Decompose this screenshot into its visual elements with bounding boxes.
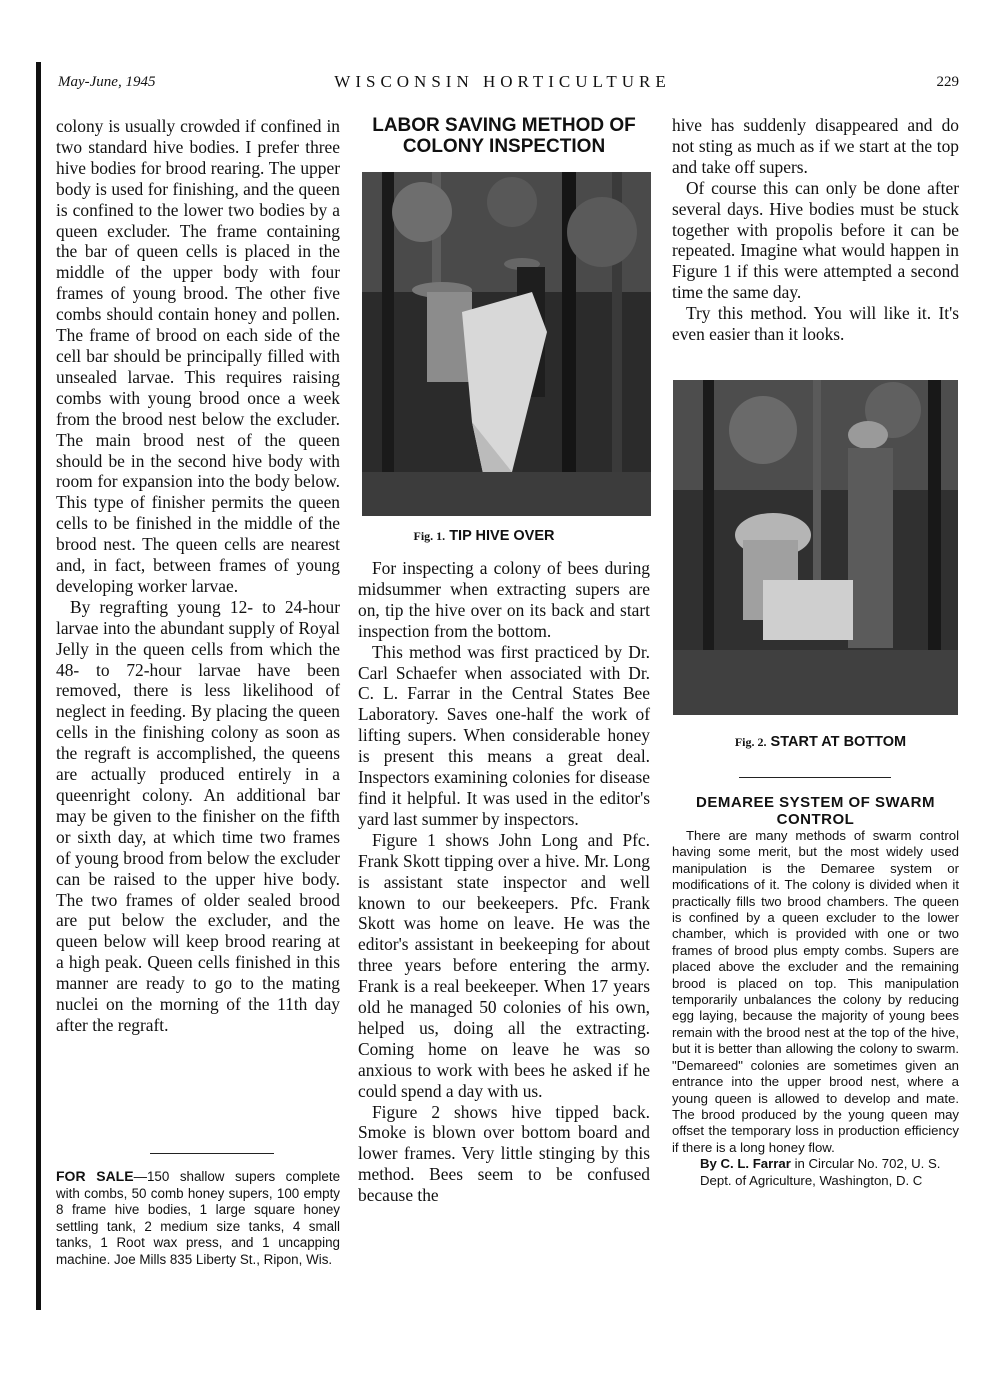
ad-text: —150 shallow supers complete with combs, 50 comb honey supers, 100 empty 8 frame hive bodies, 1 large square honey settling tank, 2 medium size tanks, 4 small tanks, 1 Root wax press, and 1 uncapping machine. Joe Mills 835 Liberty St., Ripon, Wis.	[56, 1169, 341, 1267]
col1-paragraph: colony is usually crowded if confined in two standard hive bodies. I prefer three hive bodies for brood rearing. The upper body is used for finishing, and the queen is confined to the lower two bodies by a queen excluder. The frame containing the bar of queen cells is placed in the middle of the upper body with four frames of young brood. The other five combs should contain honey and pollen. The frame of brood on each side of the cell bar should be principally filled with unsealed larvae. This requires raising combs with young brood once a week from the brood nest below the excluder. The main brood nest of the queen should be in the second hive body with room for expansion into the body below. This type of finisher permits the queen cells to be finished in the middle of the brood nest. The queen cells are nearest and, in fact, between frames of young developing worker larvae.	[56, 116, 340, 596]
for-sale-ad	[56, 1168, 340, 1269]
divider	[739, 777, 891, 778]
column-3	[672, 115, 959, 345]
ad-lead: FOR SALE	[56, 1168, 134, 1184]
fig2-caption: START AT BOTTOM	[770, 734, 907, 750]
column-1	[56, 116, 340, 1036]
demaree-article	[672, 794, 959, 1189]
left-margin-bar	[36, 62, 41, 1310]
page-number: 229	[936, 74, 959, 90]
col1-paragraph: By regrafting young 12- to 24-hour larvae into the abundant supply of Royal Jelly in the queen cells from which the 48- to 72-hour larvae have been removed, there is less likelihood of neglect in feeding. By placing the queen cells in the finishing colony as soon as the regraft is accomplished, the queens are actually produced entirely in a queenright colony. An additional bar may be given to the finisher on the fifth or sixth day, at which time two frames of young brood from below the excluder can be raised to the upper hive body. The two frames of older sealed brood are put below the excluder, and the queen below will keep brood rearing at a high peak. Queen cells finished in this manner are ready to go to the mating nuclei on the morning of the 11th day after the regraft.	[56, 596, 340, 1035]
divider	[150, 1153, 274, 1154]
col3-paragraph: Of course this can only be done after several days. Hive bodies must be stuck together with propolis before it can be repeated. Imagine what would happen in Figure 1 if this were attempted a second time the same day.	[672, 177, 959, 303]
col2-paragraph: Figure 1 shows John Long and Pfc. Frank Skott tipping over a hive. Mr. Long is assistant state inspector and well known to our beekeepers. Pfc. Frank Skott was home on leave. He was the editor's assistant in beekeeping for about three years before entering the army. Frank is a real beekeeper. When 17 years old he managed 50 colonies of his own, helped us, doing all the extracting. Coming home on leave he was so anxious to work with bees he asked if he could spend a day with us.	[358, 829, 650, 1101]
demaree-paragraph: There are many methods of swarm control having some merit, but the most widely used manipulation is the Demaree system or modifications of it. The colony is divided when it practically fills two brood chambers. The queen is confined by a queen excluder to the lower chamber, which is provided with one or two frames of brood plus empty combs. Supers are placed above the excluder and the remaining brood is placed on top. This manipulation temporarily unbalances the colony by reducing egg laying, because the majority of young bees remain with the brood nest at the top of the hive, but it is better than allowing the colony to swarm. "Demareed" colonies are sometimes given an entrance into the upper brood nest, where a young queen is allowed to develop and mate. The brood produced by the young queen may offset the temporary loss in production efficiency if there is a long honey flow.	[672, 828, 959, 1155]
magazine-title: WISCONSIN HORTICULTURE	[334, 72, 671, 91]
fig1-caption: TIP HIVE OVER	[449, 528, 555, 544]
article-title: LABOR SAVING METHOD OF COLONY INSPECTION	[372, 115, 636, 157]
figure-2-photo	[673, 380, 958, 715]
col3-paragraph: hive has suddenly disappeared and do not sting as much as if we start at the top and take off supers.	[672, 115, 959, 177]
column-3-text	[672, 734, 959, 750]
issue-date: May-June, 1945	[58, 74, 156, 90]
col2-paragraph: Figure 2 shows hive tipped back. Smoke is blown over bottom board and lower frames. Very little stinging by this method. Bees seem to be confused because the	[358, 1101, 650, 1206]
fig2-label: Fig. 2.	[734, 735, 767, 749]
column-2	[358, 115, 650, 157]
fig1-label: Fig. 1.	[413, 529, 446, 543]
col2-paragraph: This method was first practiced by Dr. Carl Schaefer when associated with Dr. C. L. Farrar in the Central States Bee Laboratory. Saves one-half the work of lifting supers. When considerable honey is present this means a great deal. Inspectors examining colonies for disease find it helpful. It was used in the editor's yard last summer by inspectors.	[358, 641, 650, 829]
col3-paragraph: Try this method. You will like it. It's even easier than it looks.	[672, 303, 959, 345]
byline-author: By C. L. Farrar	[700, 1156, 791, 1172]
demaree-title: DEMAREE SYSTEM OF SWARM CONTROL	[695, 794, 935, 828]
column-2-text	[358, 528, 650, 1206]
figure-1-photo	[362, 172, 651, 516]
byline-source: in Circular No. 702, U. S. Dept. of Agriculture, Washington, D. C	[700, 1156, 941, 1188]
col2-paragraph: For inspecting a colony of bees during midsummer when extracting supers are on, tip the hive over on its back and start inspection from the bottom.	[358, 558, 650, 641]
